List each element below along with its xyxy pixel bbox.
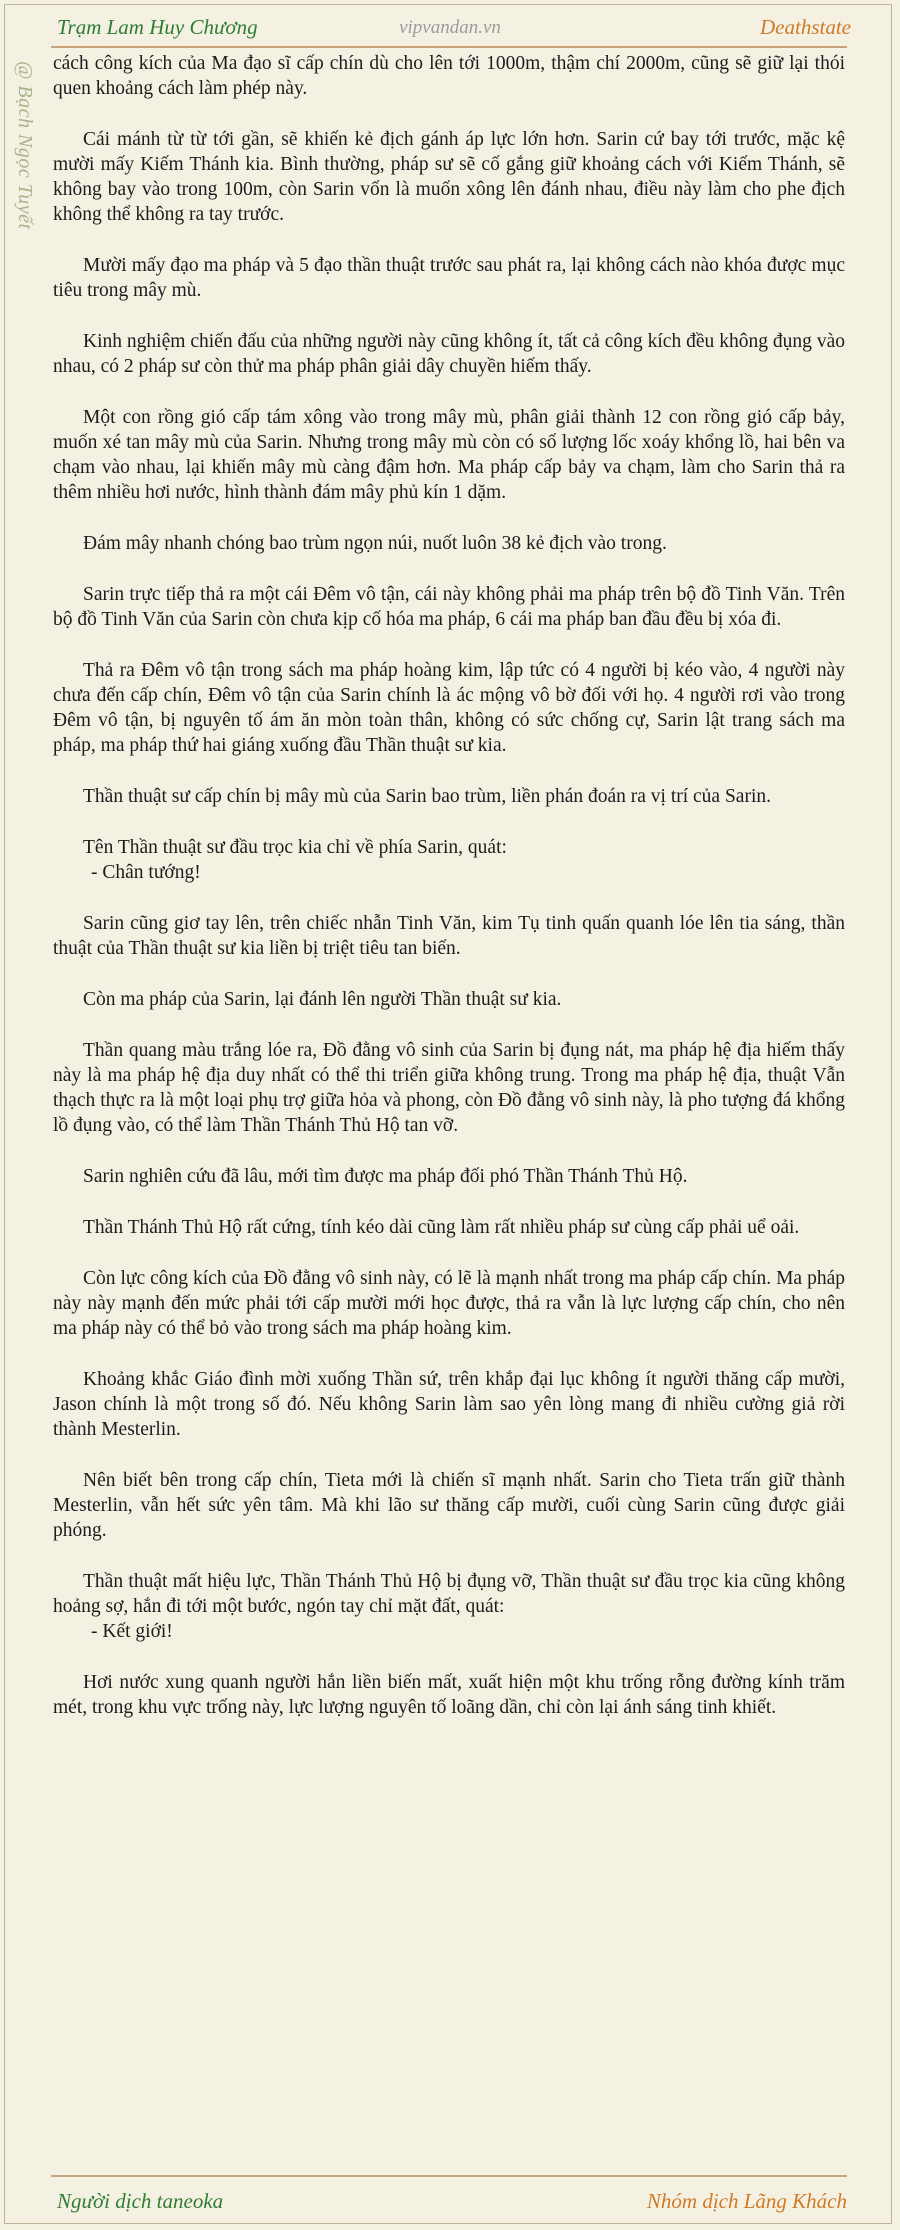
- header-book-title: Trạm Lam Huy Chương: [57, 15, 258, 39]
- header-site-link[interactable]: vipvandan.vn: [399, 17, 501, 38]
- footer-group: Nhóm dịch Lãng Khách: [646, 2189, 847, 2213]
- chapter-text: [53, 51, 845, 1746]
- paragraph: Sarin nghiên cứu đã lâu, mới tìm được ma pháp đối phó Thần Thánh Thủ Hộ.: [83, 1166, 688, 1187]
- paragraph: Kinh nghiệm chiến đấu của những người này cũng không ít, tất cả công kích đều không đụng vào nhau, có 2 pháp sư còn thử ma pháp phân giải dây chuyền hiếm thấy.: [53, 331, 845, 377]
- paragraph: Thần quang màu trắng lóe ra, Đồ đằng vô sinh của Sarin bị đụng nát, ma pháp hệ địa hiếm thấy này là ma pháp hệ địa duy nhất có thể thi triển giữa không trung. Trong ma pháp hệ địa, thuật Vẫn thạch thực ra là một loại phụ trợ giữa hỏa và phong, còn Đồ đằng vô sinh này, là pho tượng đá khổng lồ đụng vào, có thể làm Thần Thánh Thủ Hộ tan vỡ.: [53, 1040, 845, 1136]
- header-divider: [51, 46, 847, 48]
- paragraph: Đám mây nhanh chóng bao trùm ngọn núi, nuốt luôn 38 kẻ địch vào trong.: [83, 533, 667, 554]
- paragraph: Thần Thánh Thủ Hộ rất cứng, tính kéo dài cũng làm rất nhiều pháp sư cùng cấp phải uể oải.: [83, 1217, 800, 1238]
- paragraph: Còn lực công kích của Đồ đằng vô sinh này, có lẽ là mạnh nhất trong ma pháp cấp chín. Ma pháp này này mạnh đến mức phải tới cấp mười mới học được, thả ra vẫn là lực lượng cấp chín, cho nên ma pháp này có thể bỏ vào trong sách ma pháp hoàng kim.: [53, 1268, 845, 1339]
- paragraph: Thần thuật sư cấp chín bị mây mù của Sarin bao trùm, liền phán đoán ra vị trí của Sarin.: [83, 786, 772, 807]
- footer-divider: [51, 2175, 847, 2177]
- paragraph: Một con rồng gió cấp tám xông vào trong mây mù, phân giải thành 12 con rồng gió cấp bảy, muốn xé tan mây mù của Sarin. Nhưng trong mây mù còn có số lượng lốc xoáy khổng lồ, hai bên va chạm vào nhau, lại khiến mây mù càng đậm hơn. Ma pháp cấp bảy va chạm, làm cho Sarin thả ra thêm nhiều hơi nước, hình thành đám mây phủ kín 1 dặm.: [53, 407, 845, 503]
- paragraph: Sarin cũng giơ tay lên, trên chiếc nhẫn Tinh Văn, kim Tụ tinh quấn quanh lóe lên tia sáng, thần thuật của Thần thuật sư kia liền bị triệt tiêu tan biến.: [53, 913, 845, 959]
- footer-translator: Người dịch taneoka: [57, 2189, 224, 2213]
- side-credit: @ Bạch Ngọc Tuyết: [14, 61, 36, 230]
- dialogue-lead: Thần thuật mất hiệu lực, Thần Thánh Thủ Hộ bị đụng vỡ, Thần thuật sư đầu trọc kia cũng không hoảng sợ, hắn đi tới một bước, ngón tay chỉ mặt đất, quát:: [53, 1571, 845, 1617]
- paragraph: Thả ra Đêm vô tận trong sách ma pháp hoàng kim, lập tức có 4 người bị kéo vào, 4 người này chưa đến cấp chín, Đêm vô tận của Sarin chính là ác mộng vô bờ đối với họ. 4 người rơi vào trong Đêm vô tận, bị nguyên tố ám ăn mòn toàn thân, không có sức chống cự, Sarin lật trang sách ma pháp, ma pháp thứ hai giáng xuống đầu Thần thuật sư kia.: [53, 660, 845, 756]
- paragraph: Còn ma pháp của Sarin, lại đánh lên người Thần thuật sư kia.: [83, 989, 562, 1010]
- header-author: Deathstate: [760, 15, 851, 39]
- dialogue-line: - Chân tướng!: [91, 862, 201, 883]
- dialogue-lead: Tên Thần thuật sư đầu trọc kia chỉ về phía Sarin, quát:: [83, 837, 507, 858]
- page-header: [49, 13, 851, 45]
- dialogue-paragraph: [53, 1569, 845, 1644]
- paragraph: Mười mấy đạo ma pháp và 5 đạo thần thuật trước sau phát ra, lại không cách nào khóa được mục tiêu trong mây mù.: [53, 255, 845, 301]
- paragraph: Khoảng khắc Giáo đình mời xuống Thần sứ, trên khắp đại lục không ít người thăng cấp mười, Jason chính là một trong số đó. Nếu không Sarin làm sao yên lòng mang đi nhiều cường giả rời thành Mesterlin.: [53, 1369, 845, 1440]
- page-frame: [4, 4, 892, 2224]
- paragraph: Nên biết bên trong cấp chín, Tieta mới là chiến sĩ mạnh nhất. Sarin cho Tieta trấn giữ thành Mesterlin, vẫn hết sức yên tâm. Mà khi lão sư thăng cấp mười, cuối cùng Sarin cũng được giải phóng.: [53, 1470, 845, 1541]
- dialogue-line: - Kết giới!: [91, 1621, 173, 1642]
- paragraph: Sarin trực tiếp thả ra một cái Đêm vô tận, cái này không phải ma pháp trên bộ đồ Tinh Văn. Trên bộ đồ Tinh Văn của Sarin còn chưa kịp cố hóa ma pháp, 6 cái ma pháp ban đầu đều bị xóa đi.: [53, 584, 845, 630]
- paragraph: Cái mánh từ từ tới gần, sẽ khiến kẻ địch gánh áp lực lớn hơn. Sarin cứ bay tới trước, mặc kệ mười mấy Kiếm Thánh kia. Bình thường, pháp sư sẽ cố gắng giữ khoảng cách với Kiếm Thánh, sẽ không bay vào trong 100m, còn Sarin vốn là muốn xông lên đánh nhau, điều này làm cho phe địch không thể không ra tay trước.: [53, 129, 845, 225]
- paragraph: cách công kích của Ma đạo sĩ cấp chín dù cho lên tới 1000m, thậm chí 2000m, cũng sẽ giữ lại thói quen khoảng cách làm phép này.: [53, 53, 845, 99]
- page-footer: [51, 2189, 847, 2219]
- dialogue-paragraph: [53, 835, 845, 885]
- paragraph: Hơi nước xung quanh người hắn liền biến mất, xuất hiện một khu trống rỗng đường kính trăm mét, trong khu vực trống này, lực lượng nguyên tố loãng dần, chỉ còn lại ánh sáng tinh khiết.: [53, 1672, 845, 1718]
